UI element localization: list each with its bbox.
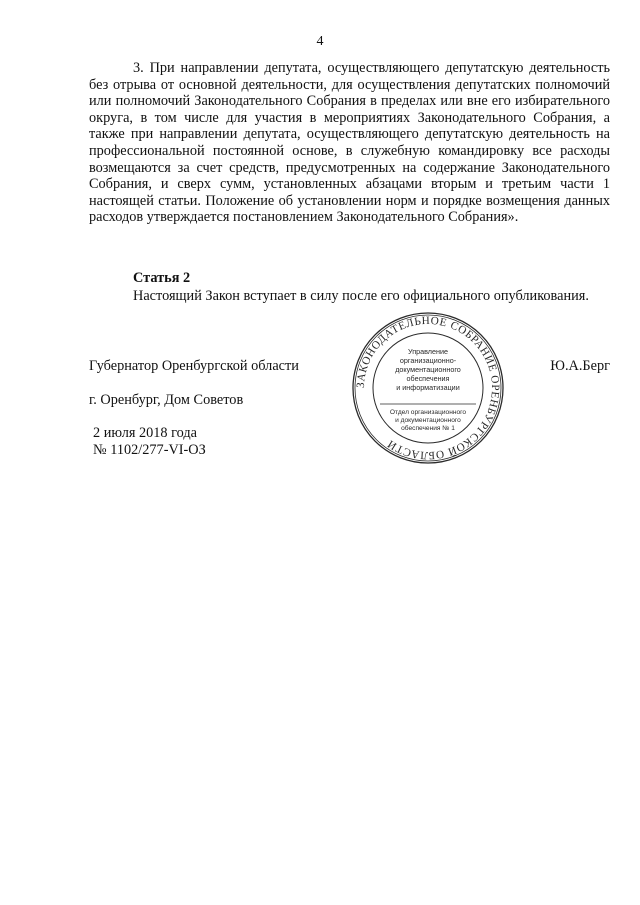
signing-date: 2 июля 2018 года (93, 425, 198, 441)
seal-inner-line: Управление (408, 347, 448, 356)
signing-place: г. Оренбург, Дом Советов (89, 392, 244, 408)
seal-inner-line: обеспечения (406, 374, 450, 383)
seal-ring-text: ЗАКОНОДАТЕЛЬНОЕ СОБРАНИЕ ОРЕНБУРГСКОЙ ОБЛАСТИ (354, 314, 502, 462)
article-2-title: Статья 2 (133, 270, 191, 286)
governor-title: Губернатор Оренбургской области (89, 358, 299, 374)
governor-name: Ю.А.Берг (550, 358, 610, 374)
official-seal-stamp (350, 310, 506, 466)
seal-inner-line: и информатизации (396, 383, 460, 392)
page-number: 4 (316, 34, 324, 49)
seal-inner-line: документационного (395, 365, 461, 374)
seal-lower-line: Отдел организационного (389, 409, 467, 416)
seal-lower-line: обеспечения № 1 (401, 425, 455, 432)
law-number: № 1102/277-VI-ОЗ (93, 442, 206, 458)
seal-inner-line: организационно- (399, 356, 457, 365)
paragraph-3: 3. При направлении депутата, осуществляющего депутатскую деятельность без отрыва от основной деятельности, для осуществления депутатских полномочий или полномочий Законодательного Собрания в пределах или вне его избирательного округа, в том числе для участия в мероприятиях Законодательного Собрания, а также при направлении депутата, осуществляющего депутатскую деятельность на профессиональной постоянной основе, в служебную командировку все расходы возмещаются за счет средств, предусмотренных на содержание Законодательного Собрания, и сверх сумм, установленных абзацами вторым и третьим части 1 настоящей статьи. Положение об установлении норм и порядке возмещения данных расходов утверждается постановлением Законодательного Собрания». (89, 60, 610, 226)
article-2-text: Настоящий Закон вступает в силу после его официального опубликования. (133, 288, 589, 304)
seal-lower-line: и документационного (395, 417, 461, 424)
